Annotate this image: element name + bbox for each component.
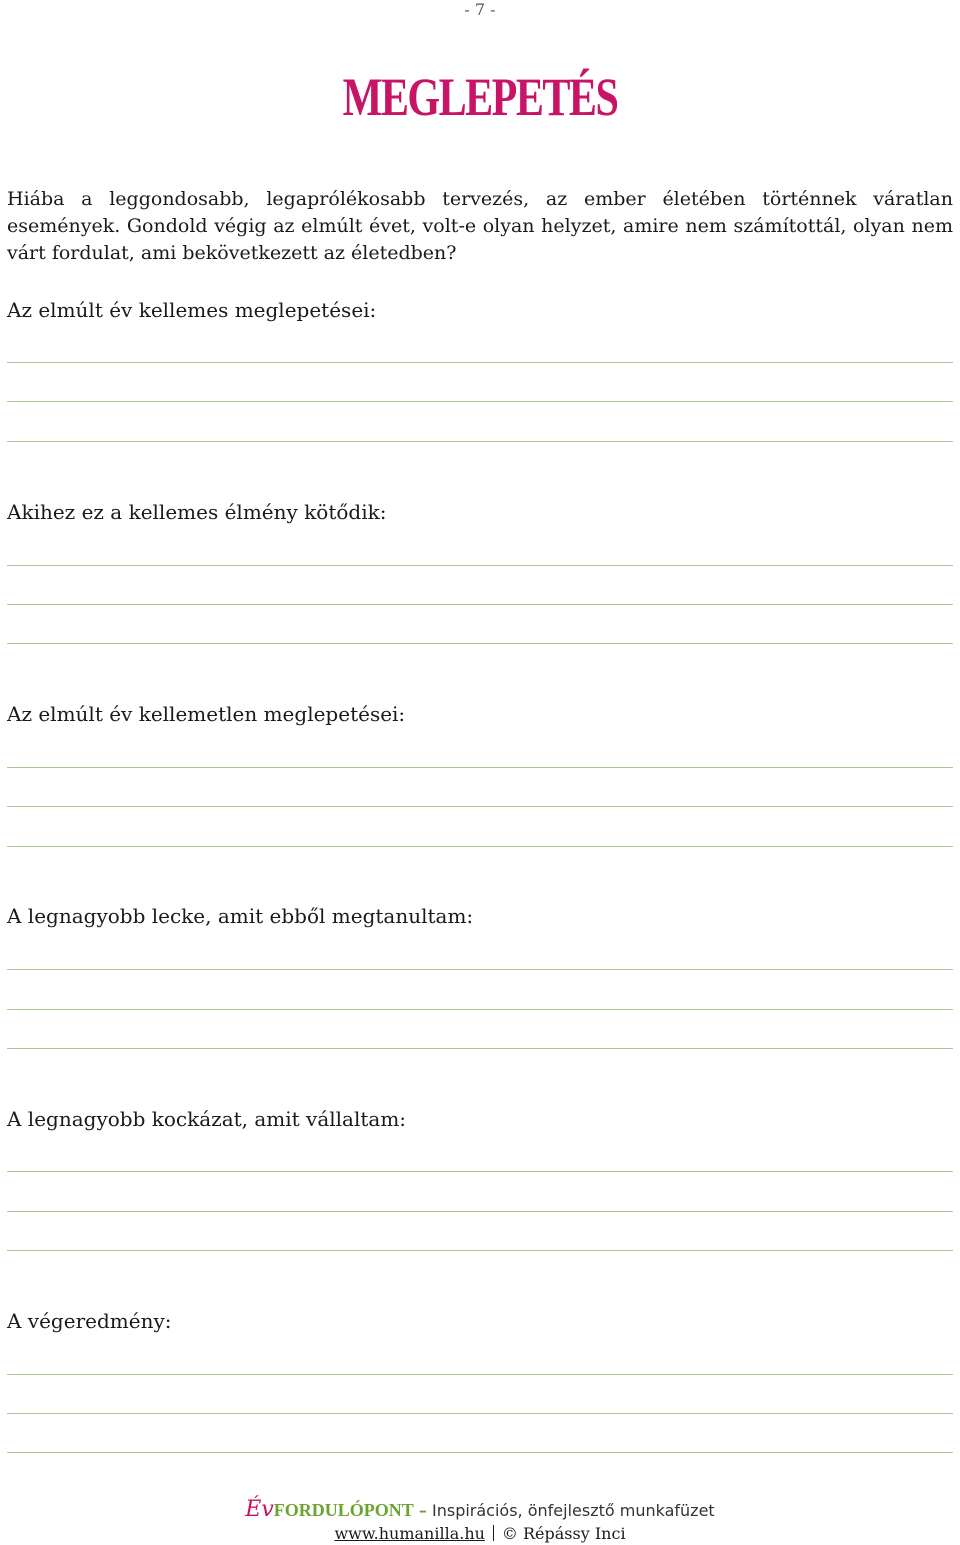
writing-line[interactable] [7,643,953,644]
writing-line[interactable] [7,1452,953,1453]
writing-line[interactable] [7,846,953,847]
section-prompt: Az elmúlt év kellemetlen meglepetései: [7,702,406,726]
brand-dash: – [418,1501,427,1520]
page-title: MEGLEPETÉS [342,67,618,127]
writing-line[interactable] [7,767,953,768]
brand-prefix: Év [245,1497,274,1522]
section-prompt: A legnagyobb lecke, amit ebből megtanultam: [7,904,474,928]
section-prompt: Akihez ez a kellemes élmény kötődik: [7,500,387,524]
writing-line[interactable] [7,401,953,402]
writing-line[interactable] [7,1413,953,1414]
writing-line[interactable] [7,1250,953,1251]
footer-credits [0,1523,960,1545]
section-prompt: A legnagyobb kockázat, amit vállaltam: [7,1107,407,1131]
section-final-result [7,1308,953,1334]
writing-line[interactable] [7,1211,953,1212]
website-link[interactable]: www.humanilla.hu [334,1524,485,1543]
brand-name: FORDULÓPONT [273,1500,414,1520]
section-biggest-lesson [7,903,953,929]
section-pleasant-surprises [7,297,953,323]
writing-line[interactable] [7,1374,953,1375]
footer-separator [493,1525,494,1541]
writing-line[interactable] [7,441,953,442]
copyright-text: © Répássy Inci [501,1524,626,1543]
section-unpleasant-surprises [7,701,953,727]
brand-tagline: Inspirációs, önfejlesztő munkafüzet [432,1501,715,1520]
writing-line[interactable] [7,604,953,605]
writing-line[interactable] [7,362,953,363]
section-prompt: Az elmúlt év kellemes meglepetései: [7,298,377,322]
section-biggest-risk [7,1106,953,1132]
page-number: - 7 - [464,0,496,19]
writing-line[interactable] [7,1009,953,1010]
footer-brand [0,1498,960,1523]
section-person-linked [7,499,953,525]
writing-line[interactable] [7,1048,953,1049]
section-prompt: A végeredmény: [7,1309,172,1333]
writing-line[interactable] [7,565,953,566]
writing-line[interactable] [7,1171,953,1172]
writing-line[interactable] [7,806,953,807]
writing-line[interactable] [7,969,953,970]
intro-paragraph: Hiába a leggondosabb, legaprólékosabb tervezés, az ember életében történnek váratlan események. Gondold végig az elmúlt évet, volt-e olyan helyzet, amire nem számítottál, olyan nem várt fordulat, ami bekövetkezett az életedben? [7,188,953,264]
